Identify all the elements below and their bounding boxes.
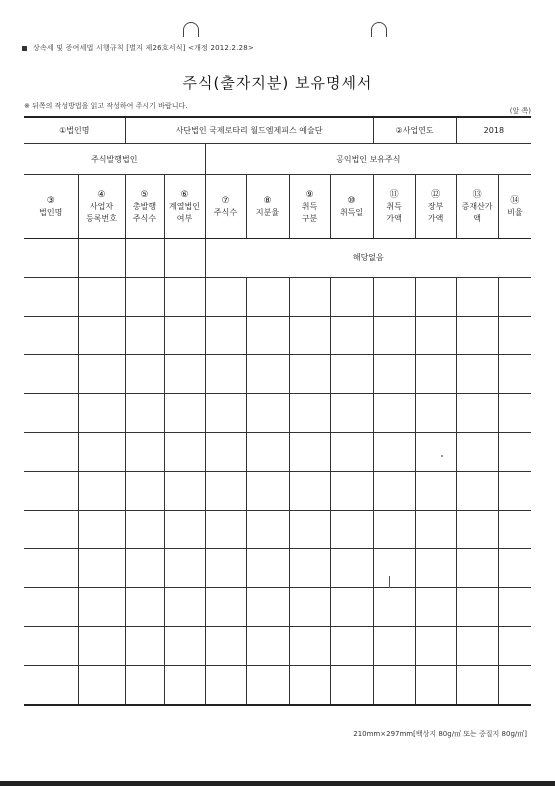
fiscal-year-value[interactable]: 2018 bbox=[456, 117, 531, 144]
table-cell[interactable] bbox=[164, 316, 205, 355]
table-cell[interactable] bbox=[330, 316, 373, 355]
table-cell[interactable] bbox=[289, 549, 330, 588]
table-cell[interactable] bbox=[373, 394, 415, 433]
table-cell[interactable] bbox=[330, 355, 373, 394]
table-cell[interactable] bbox=[456, 394, 498, 433]
page-side-label: (앞 쪽) bbox=[509, 107, 531, 115]
table-cell[interactable] bbox=[330, 626, 373, 665]
punch-hole-left-icon bbox=[183, 22, 199, 37]
table-cell[interactable] bbox=[289, 471, 330, 510]
table-cell[interactable] bbox=[78, 588, 125, 627]
table-cell[interactable] bbox=[78, 626, 125, 665]
table-cell[interactable] bbox=[246, 277, 289, 316]
form-title: 주식(출자지분) 보유명세서 bbox=[182, 74, 373, 92]
col-header-book-value: ⑫ 장부 가액 bbox=[415, 175, 456, 239]
table-cell[interactable] bbox=[125, 277, 164, 316]
table-cell[interactable] bbox=[330, 471, 373, 510]
table-cell[interactable] bbox=[330, 588, 373, 627]
table-cell[interactable] bbox=[415, 549, 456, 588]
table-cell[interactable] bbox=[24, 355, 78, 394]
table-cell[interactable] bbox=[164, 355, 205, 394]
table-cell[interactable] bbox=[24, 626, 78, 665]
corp-name-label: ①법인명 bbox=[24, 117, 125, 144]
table-cell[interactable] bbox=[125, 626, 164, 665]
table-cell[interactable] bbox=[246, 588, 289, 627]
table-cell[interactable] bbox=[246, 665, 289, 704]
table-cell[interactable] bbox=[456, 432, 498, 471]
paper-spec-footer: 210mm×297mm[백상지 80g/㎡ 또는 중질지 80g/㎡] bbox=[353, 730, 527, 738]
table-cell[interactable] bbox=[164, 432, 205, 471]
table-cell[interactable] bbox=[456, 588, 498, 627]
table-cell[interactable] bbox=[415, 277, 456, 316]
table-cell[interactable] bbox=[205, 626, 246, 665]
table-cell[interactable] bbox=[125, 432, 164, 471]
table-cell[interactable] bbox=[373, 549, 415, 588]
table-cell[interactable] bbox=[24, 432, 78, 471]
table-cell[interactable] bbox=[456, 471, 498, 510]
table-cell[interactable] bbox=[24, 588, 78, 627]
table-cell[interactable] bbox=[415, 316, 456, 355]
table-cell[interactable] bbox=[289, 510, 330, 549]
table-cell[interactable] bbox=[373, 277, 415, 316]
table-cell[interactable] bbox=[246, 394, 289, 433]
table-cell[interactable] bbox=[246, 355, 289, 394]
table-cell[interactable] bbox=[415, 588, 456, 627]
table-cell[interactable] bbox=[246, 316, 289, 355]
table-cell[interactable] bbox=[415, 626, 456, 665]
table-cell[interactable] bbox=[205, 316, 246, 355]
table-cell[interactable] bbox=[164, 549, 205, 588]
table-cell[interactable] bbox=[205, 471, 246, 510]
table-cell[interactable] bbox=[498, 626, 531, 665]
scan-artifact-line bbox=[389, 576, 390, 588]
no-data-text: 해당없음 bbox=[205, 239, 531, 278]
table-cell[interactable] bbox=[78, 665, 125, 704]
table-cell[interactable] bbox=[373, 665, 415, 704]
table-cell[interactable] bbox=[246, 549, 289, 588]
table-cell[interactable] bbox=[456, 626, 498, 665]
table-cell[interactable] bbox=[24, 394, 78, 433]
corp-name-value[interactable]: 사단법인 국제로타리 월드엠제피스 예술단 bbox=[125, 117, 373, 144]
table-cell[interactable] bbox=[373, 626, 415, 665]
table-cell[interactable] bbox=[125, 355, 164, 394]
col-header-biz-reg-no: ④ 사업자 등록번호 bbox=[78, 175, 125, 239]
table-cell[interactable] bbox=[78, 394, 125, 433]
table-cell[interactable] bbox=[164, 626, 205, 665]
table-cell[interactable] bbox=[246, 510, 289, 549]
table-cell[interactable] bbox=[24, 239, 78, 278]
table-cell[interactable] bbox=[78, 432, 125, 471]
table-cell[interactable] bbox=[24, 510, 78, 549]
col-header-acq-date: ⑩ 취득일 bbox=[330, 175, 373, 239]
table-cell[interactable] bbox=[24, 665, 78, 704]
col-header-shares: ⑦ 주식수 bbox=[205, 175, 246, 239]
table-cell[interactable] bbox=[330, 394, 373, 433]
table-cell[interactable] bbox=[498, 277, 531, 316]
table-cell[interactable] bbox=[164, 588, 205, 627]
table-cell[interactable] bbox=[24, 277, 78, 316]
table-cell[interactable] bbox=[498, 471, 531, 510]
table-cell[interactable] bbox=[456, 510, 498, 549]
table-cell[interactable] bbox=[498, 394, 531, 433]
table-cell[interactable] bbox=[498, 510, 531, 549]
col-header-corp-name: ③ 법인명 bbox=[24, 175, 78, 239]
holdings-table bbox=[24, 116, 531, 706]
table-cell[interactable] bbox=[498, 432, 531, 471]
table-cell[interactable] bbox=[205, 355, 246, 394]
table-cell[interactable] bbox=[24, 471, 78, 510]
table-cell[interactable] bbox=[164, 665, 205, 704]
table-cell[interactable] bbox=[373, 432, 415, 471]
table-cell[interactable] bbox=[330, 665, 373, 704]
table-cell[interactable] bbox=[125, 239, 164, 278]
col-header-acq-price: ⑪ 취득 가액 bbox=[373, 175, 415, 239]
table-cell[interactable] bbox=[78, 277, 125, 316]
table-cell[interactable] bbox=[125, 665, 164, 704]
col-header-stake: ⑧ 지분율 bbox=[246, 175, 289, 239]
table-cell[interactable] bbox=[456, 316, 498, 355]
square-bullet-icon bbox=[22, 46, 27, 51]
table-cell[interactable] bbox=[24, 316, 78, 355]
table-cell[interactable] bbox=[164, 471, 205, 510]
table-cell[interactable] bbox=[205, 588, 246, 627]
table-cell[interactable] bbox=[498, 588, 531, 627]
table-cell[interactable] bbox=[289, 394, 330, 433]
table-cell[interactable] bbox=[330, 277, 373, 316]
table-cell[interactable] bbox=[205, 394, 246, 433]
table-cell[interactable] bbox=[498, 316, 531, 355]
table-cell[interactable] bbox=[78, 510, 125, 549]
table-cell[interactable] bbox=[373, 471, 415, 510]
table-cell[interactable] bbox=[125, 394, 164, 433]
table-cell[interactable] bbox=[289, 588, 330, 627]
col-header-total-shares: ⑤ 총발행 주식수 bbox=[125, 175, 164, 239]
table-cell[interactable] bbox=[415, 510, 456, 549]
table-cell[interactable] bbox=[246, 432, 289, 471]
table-cell[interactable] bbox=[373, 510, 415, 549]
table-cell[interactable] bbox=[456, 355, 498, 394]
table-cell[interactable] bbox=[415, 665, 456, 704]
table-cell[interactable] bbox=[78, 471, 125, 510]
table-cell[interactable] bbox=[125, 316, 164, 355]
fiscal-year-label: ②사업연도 bbox=[373, 117, 456, 144]
table-cell[interactable] bbox=[415, 355, 456, 394]
table-cell[interactable] bbox=[289, 432, 330, 471]
table-cell[interactable] bbox=[246, 471, 289, 510]
table-cell[interactable] bbox=[498, 355, 531, 394]
table-cell[interactable] bbox=[373, 355, 415, 394]
issuer-header: 주식발행법인 bbox=[24, 144, 205, 175]
table-cell[interactable] bbox=[498, 549, 531, 588]
table-cell[interactable] bbox=[330, 432, 373, 471]
table-cell[interactable] bbox=[373, 316, 415, 355]
table-cell[interactable] bbox=[78, 316, 125, 355]
table-cell[interactable] bbox=[125, 510, 164, 549]
table-cell[interactable] bbox=[289, 277, 330, 316]
table-cell[interactable] bbox=[205, 665, 246, 704]
table-cell[interactable] bbox=[125, 471, 164, 510]
table-cell[interactable] bbox=[78, 355, 125, 394]
table-cell[interactable] bbox=[456, 665, 498, 704]
table-cell[interactable] bbox=[289, 355, 330, 394]
table-cell[interactable] bbox=[415, 432, 456, 471]
table-cell[interactable] bbox=[78, 549, 125, 588]
scan-artifact-dot bbox=[441, 455, 443, 457]
table-cell[interactable] bbox=[205, 277, 246, 316]
table-cell[interactable] bbox=[164, 239, 205, 278]
table-cell[interactable] bbox=[164, 394, 205, 433]
table-cell[interactable] bbox=[78, 239, 125, 278]
table-cell[interactable] bbox=[373, 588, 415, 627]
table-cell[interactable] bbox=[125, 549, 164, 588]
table-cell[interactable] bbox=[246, 626, 289, 665]
col-header-ratio: ⑭ 비율 bbox=[498, 175, 531, 239]
table-cell[interactable] bbox=[289, 665, 330, 704]
table-cell[interactable] bbox=[164, 510, 205, 549]
table-cell[interactable] bbox=[456, 277, 498, 316]
col-header-gift-value: ⑬ 증재산가 액 bbox=[456, 175, 498, 239]
col-header-affiliate: ⑥ 계열법인 여부 bbox=[164, 175, 205, 239]
punch-hole-right-icon bbox=[371, 22, 387, 37]
regulation-text: 상속세 및 증여세법 시행규칙 [별지 제26호서식] <개정 2012.2.28> bbox=[33, 44, 254, 52]
table-cell[interactable] bbox=[330, 510, 373, 549]
regulation-reference bbox=[22, 43, 254, 53]
col-header-acq-type: ⑨ 취득 구분 bbox=[289, 175, 330, 239]
table-cell[interactable] bbox=[205, 549, 246, 588]
table-cell[interactable] bbox=[164, 277, 205, 316]
table-cell[interactable] bbox=[330, 549, 373, 588]
instruction-note: ※ 뒤쪽의 작성방법을 읽고 작성하여 주시기 바랍니다. bbox=[24, 102, 188, 110]
scan-bottom-edge bbox=[0, 781, 555, 786]
table-cell[interactable] bbox=[415, 471, 456, 510]
table-cell[interactable] bbox=[205, 510, 246, 549]
table-cell[interactable] bbox=[24, 549, 78, 588]
table-cell[interactable] bbox=[289, 626, 330, 665]
table-cell[interactable] bbox=[456, 549, 498, 588]
table-cell[interactable] bbox=[289, 316, 330, 355]
table-cell[interactable] bbox=[498, 665, 531, 704]
table-cell[interactable] bbox=[415, 394, 456, 433]
table-cell[interactable] bbox=[125, 588, 164, 627]
table-cell[interactable] bbox=[205, 432, 246, 471]
holder-header: 공익법인 보유주식 bbox=[205, 144, 531, 175]
